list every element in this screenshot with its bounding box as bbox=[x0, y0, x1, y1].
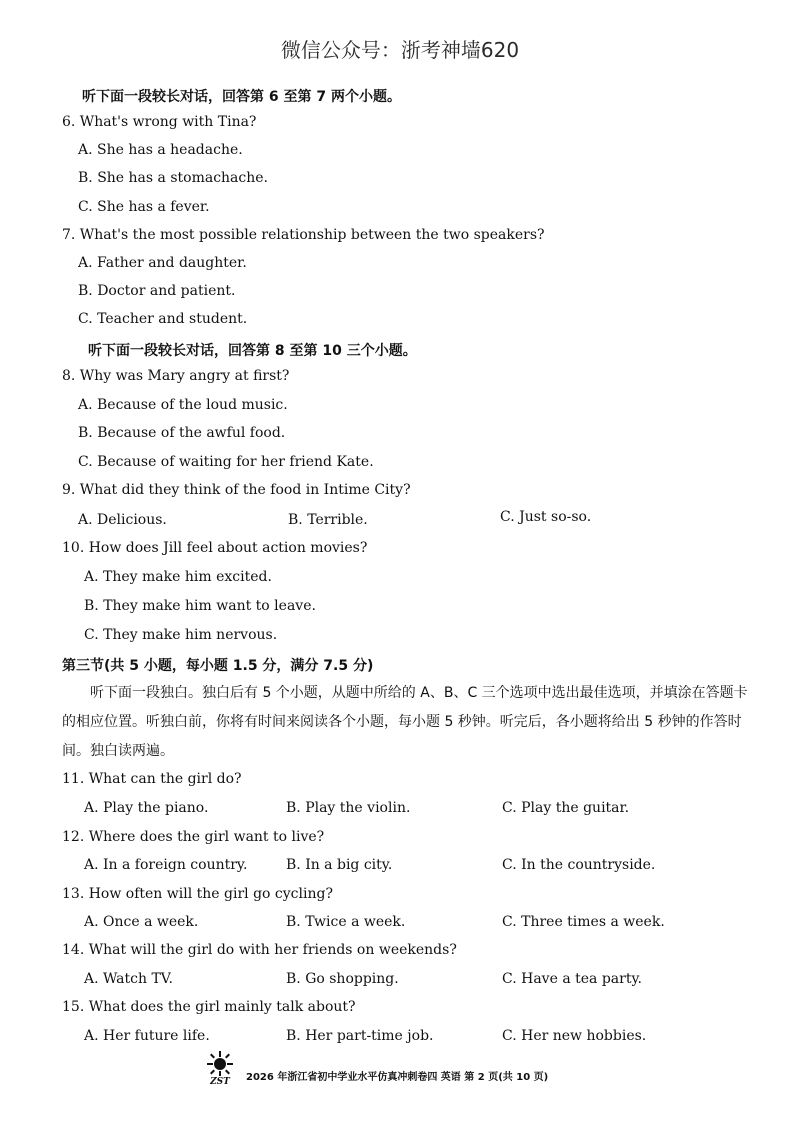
page-header: 微信公众号：浙考神墙620 bbox=[280, 38, 520, 62]
q8-option-a: A. Because of the loud music. bbox=[78, 397, 288, 413]
question-13: 13. How often will the girl go cycling? bbox=[62, 886, 333, 902]
q9-option-a: A. Delicious. bbox=[78, 512, 167, 528]
q14-option-c: C. Have a tea party. bbox=[502, 971, 642, 987]
question-10: 10. How does Jill feel about action movies? bbox=[62, 540, 368, 556]
question-15: 15. What does the girl mainly talk about? bbox=[62, 999, 356, 1015]
section-3-title: 第三节(共 5 小题，每小题 1.5 分，满分 7.5 分) bbox=[62, 658, 374, 674]
question-7: 7. What's the most possible relationship between the two speakers? bbox=[62, 227, 545, 243]
q14-option-a: A. Watch TV. bbox=[84, 971, 173, 987]
q7-option-c: C. Teacher and student. bbox=[78, 311, 248, 327]
q11-option-b: B. Play the violin. bbox=[286, 800, 411, 816]
section-intro-6-7: 听下面一段较长对话，回答第 6 至第 7 两个小题。 bbox=[82, 89, 401, 105]
q9-option-c: C. Just so-so. bbox=[500, 509, 592, 525]
q15-option-a: A. Her future life. bbox=[84, 1028, 210, 1044]
q8-option-b: B. Because of the awful food. bbox=[78, 425, 286, 441]
q13-option-b: B. Twice a week. bbox=[286, 914, 406, 930]
q7-option-b: B. Doctor and patient. bbox=[78, 283, 236, 299]
q14-option-b: B. Go shopping. bbox=[286, 971, 399, 987]
q10-option-c: C. They make him nervous. bbox=[84, 627, 278, 643]
page-footer bbox=[200, 1050, 640, 1090]
q11-option-a: A. Play the piano. bbox=[84, 800, 209, 816]
q12-option-a: A. In a foreign country. bbox=[84, 857, 248, 873]
q10-option-b: B. They make him want to leave. bbox=[84, 598, 316, 614]
q13-option-a: A. Once a week. bbox=[84, 914, 199, 930]
q13-option-c: C. Three times a week. bbox=[502, 914, 665, 930]
q10-option-a: A. They make him excited. bbox=[84, 569, 272, 585]
question-12: 12. Where does the girl want to live? bbox=[62, 829, 325, 845]
question-6: 6. What's wrong with Tina? bbox=[62, 114, 257, 130]
q15-option-b: B. Her part-time job. bbox=[286, 1028, 434, 1044]
svg-text:ZST: ZST bbox=[210, 1077, 230, 1086]
question-8: 8. Why was Mary angry at first? bbox=[62, 368, 290, 384]
q6-option-c: C. She has a fever. bbox=[78, 199, 210, 215]
q12-option-b: B. In a big city. bbox=[286, 857, 393, 873]
publisher-logo-icon bbox=[200, 1050, 240, 1086]
section-3-instructions: 听下面一段独白。独白后有 5 个小题，从题中所给的 A、B、C 三个选项中选出最佳选项，并填涂在答题卡的相应位置。听独白前，你将有时间来阅读各个小题，每小题 5 秒钟。听完后，各小题将给出 5 秒钟的作答时间。独白读两遍。 bbox=[62, 685, 748, 759]
q6-option-b: B. She has a stomachache. bbox=[78, 170, 268, 186]
footer-page-info: 2026 年浙江省初中学业水平仿真冲刺卷四 英语 第 2 页(共 10 页) bbox=[246, 1072, 549, 1083]
q12-option-c: C. In the countryside. bbox=[502, 857, 656, 873]
q11-option-c: C. Play the guitar. bbox=[502, 800, 630, 816]
question-14: 14. What will the girl do with her friends on weekends? bbox=[62, 942, 457, 958]
section-intro-8-10: 听下面一段较长对话，回答第 8 至第 10 三个小题。 bbox=[88, 343, 417, 359]
q7-option-a: A. Father and daughter. bbox=[78, 255, 247, 271]
q15-option-c: C. Her new hobbies. bbox=[502, 1028, 647, 1044]
q9-option-b: B. Terrible. bbox=[288, 512, 368, 528]
q6-option-a: A. She has a headache. bbox=[78, 142, 243, 158]
question-9: 9. What did they think of the food in Intime City? bbox=[62, 482, 411, 498]
question-11: 11. What can the girl do? bbox=[62, 771, 242, 787]
q8-option-c: C. Because of waiting for her friend Kate. bbox=[78, 454, 374, 470]
